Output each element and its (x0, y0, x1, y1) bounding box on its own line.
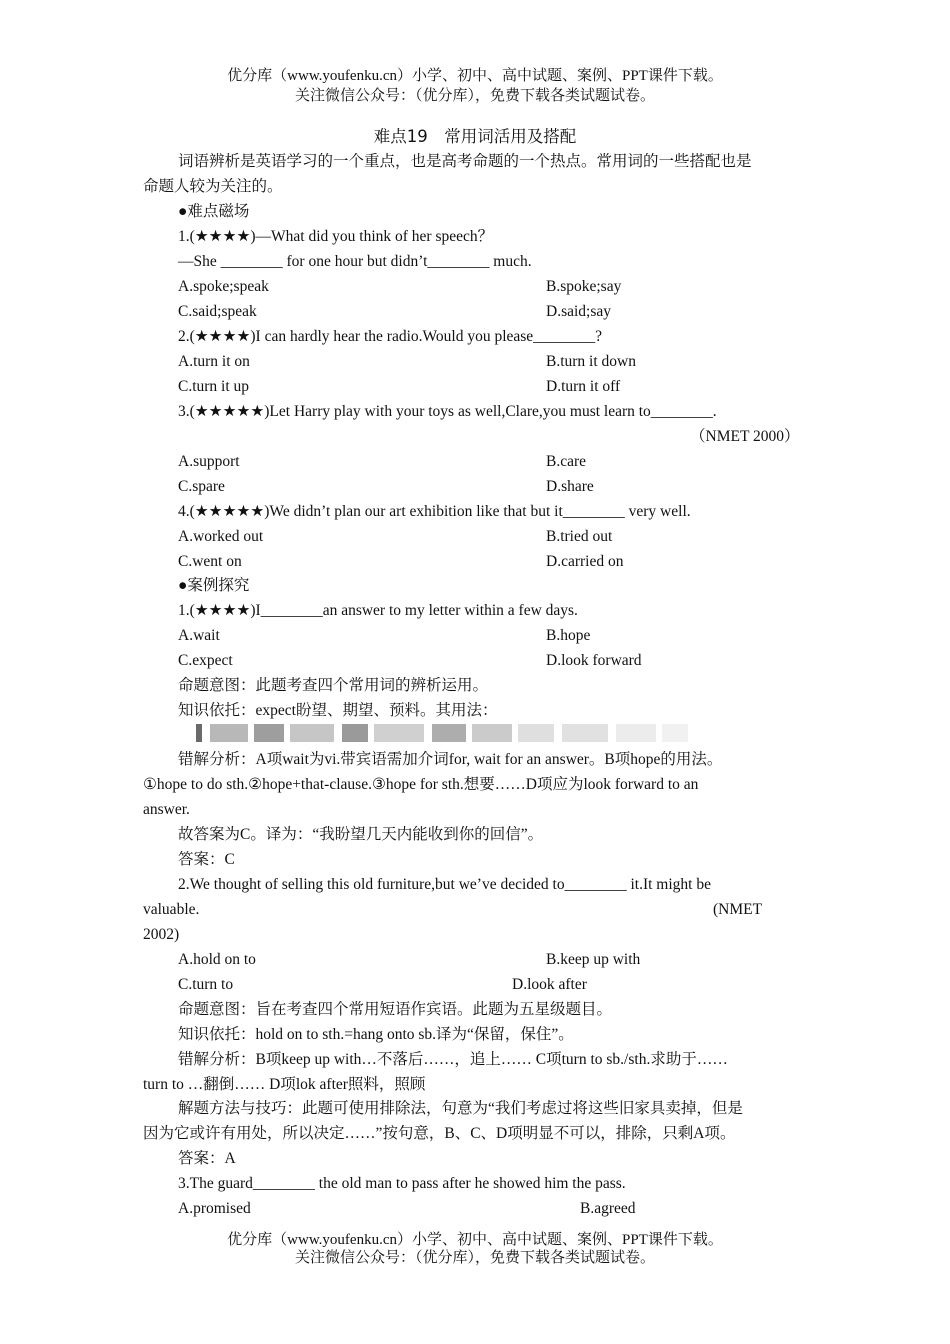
question-3-option-a: A.support (178, 453, 240, 470)
question-4-stem: 4.(★★★★★)We didn’t plan our art exhibition like that but it________ very well. (178, 503, 691, 520)
case-3-option-a: A.promised (178, 1200, 251, 1217)
case-2-intent: 命题意图：旨在考查四个常用短语作宾语。此题为五星级题目。 (178, 1001, 613, 1018)
case-2-option-b: B.keep up with (546, 951, 641, 968)
intro-line-1: 词语辨析是英语学习的一个重点，也是高考命题的一个热点。常用词的一些搭配也是 (178, 153, 752, 170)
case-1-stem: 1.(★★★★)I________an answer to my letter within a few days. (178, 602, 578, 619)
question-2-option-a: A.turn it on (178, 353, 250, 370)
case-2-error-analysis-2: turn to …翻倒…… D项lok after照料，照顾 (143, 1076, 426, 1093)
question-2-stem: 2.(★★★★)I can hardly hear the radio.Would you please________? (178, 328, 603, 345)
question-1-stem: 1.(★★★★)—What did you think of her speech？ (178, 228, 494, 245)
case-2-basis: 知识依托：hold on to sth.=hang onto sb.译为“保留，保住”。 (178, 1026, 574, 1043)
question-1-option-c: C.said;speak (178, 303, 257, 320)
question-2-option-c: C.turn it up (178, 378, 250, 395)
case-2-method-1: 解题方法与技巧：此题可使用排除法，句意为“我们考虑过将这些旧家具卖掉，但是 (178, 1100, 743, 1117)
case-1-option-d: D.look forward (546, 652, 642, 669)
case-2-option-a: A.hold on to (178, 951, 256, 968)
header-line-2: 关注微信公众号：（优分库），免费下载各类试题试卷。 (294, 88, 655, 104)
question-4-option-a: A.worked out (178, 528, 264, 545)
intro-line-2: 命题人较为关注的。 (143, 178, 283, 195)
footer-line-2: 关注微信公众号：（优分库），免费下载各类试题试卷。 (294, 1250, 655, 1266)
case-1-error-analysis-1: 错解分析：A项wait为vi.带宾语需加介词for, wait for an answer。B项hope的用法。 (178, 751, 723, 768)
blurred-content-strip (196, 724, 688, 742)
question-1-option-b: B.spoke;say (546, 278, 622, 295)
question-1-option-a: A.spoke;speak (178, 278, 269, 295)
question-4-option-c: C.went on (178, 553, 242, 570)
case-1-option-c: C.expect (178, 652, 233, 669)
case-2-option-c: C.turn to (178, 976, 234, 993)
case-1-answer: 答案：C (178, 851, 235, 868)
question-3-option-d: D.share (546, 478, 594, 495)
question-2-option-b: B.turn it down (546, 353, 636, 370)
header-line-1: 优分库（www.youfenku.cn）小学、初中、高中试题、案例、PPT课件下载。 (227, 68, 723, 84)
footer-line-1: 优分库（www.youfenku.cn）小学、初中、高中试题、案例、PPT课件下载。 (227, 1232, 723, 1248)
question-1-option-d: D.said;say (546, 303, 612, 320)
case-1-error-analysis-2: ①hope to do sth.②hope+that-clause.③hope for sth.想要……D项应为look forward to an (143, 776, 699, 793)
question-3-source: （NMET 2000） (690, 428, 800, 445)
case-2-stem-2: valuable. (143, 901, 200, 918)
question-4-option-d: D.carried on (546, 553, 624, 570)
question-2-option-d: D.turn it off (546, 378, 621, 395)
question-3-option-b: B.care (546, 453, 587, 470)
case-2-answer: 答案：A (178, 1150, 236, 1167)
case-2-option-d: D.look after (512, 976, 587, 993)
case-2-stem-1: 2.We thought of selling this old furniture,but we’ve decided to________ it.It might be (178, 876, 711, 893)
question-1-stem-2: —She ________ for one hour but didn’t________ much. (178, 253, 532, 270)
case-1-error-analysis-3: answer. (143, 801, 190, 818)
case-2-source-year: 2002) (143, 926, 180, 943)
question-3-option-c: C.spare (178, 478, 225, 495)
case-3-stem: 3.The guard________ the old man to pass after he showed him the pass. (178, 1175, 626, 1192)
page-title: 难点19 常用词活用及搭配 (373, 127, 577, 146)
case-1-option-b: B.hope (546, 627, 591, 644)
case-2-method-2: 因为它或许有用处，所以决定……”按句意，B、C、D项明显不可以，排除，只剩A项。 (143, 1125, 736, 1142)
case-1-intent: 命题意图：此题考查四个常用词的辨析运用。 (178, 677, 489, 694)
section-heading-case-study: ●案例探究 (178, 577, 250, 594)
case-1-conclusion: 故答案为C。译为：“我盼望几天内能收到你的回信”。 (178, 826, 544, 843)
section-heading-difficulty: ●难点磁场 (178, 203, 250, 220)
case-1-option-a: A.wait (178, 627, 220, 644)
case-2-source: (NMET (713, 901, 763, 918)
case-3-option-b: B.agreed (580, 1200, 636, 1217)
case-1-basis: 知识依托：expect盼望、期望、预料。其用法： (178, 702, 498, 719)
case-2-error-analysis-1: 错解分析：B项keep up with…不落后……，追上…… C项turn to sb./sth.求助于…… (178, 1051, 728, 1068)
question-3-stem: 3.(★★★★★)Let Harry play with your toys as well,Clare,you must learn to________. (178, 403, 717, 420)
question-4-option-b: B.tried out (546, 528, 613, 545)
